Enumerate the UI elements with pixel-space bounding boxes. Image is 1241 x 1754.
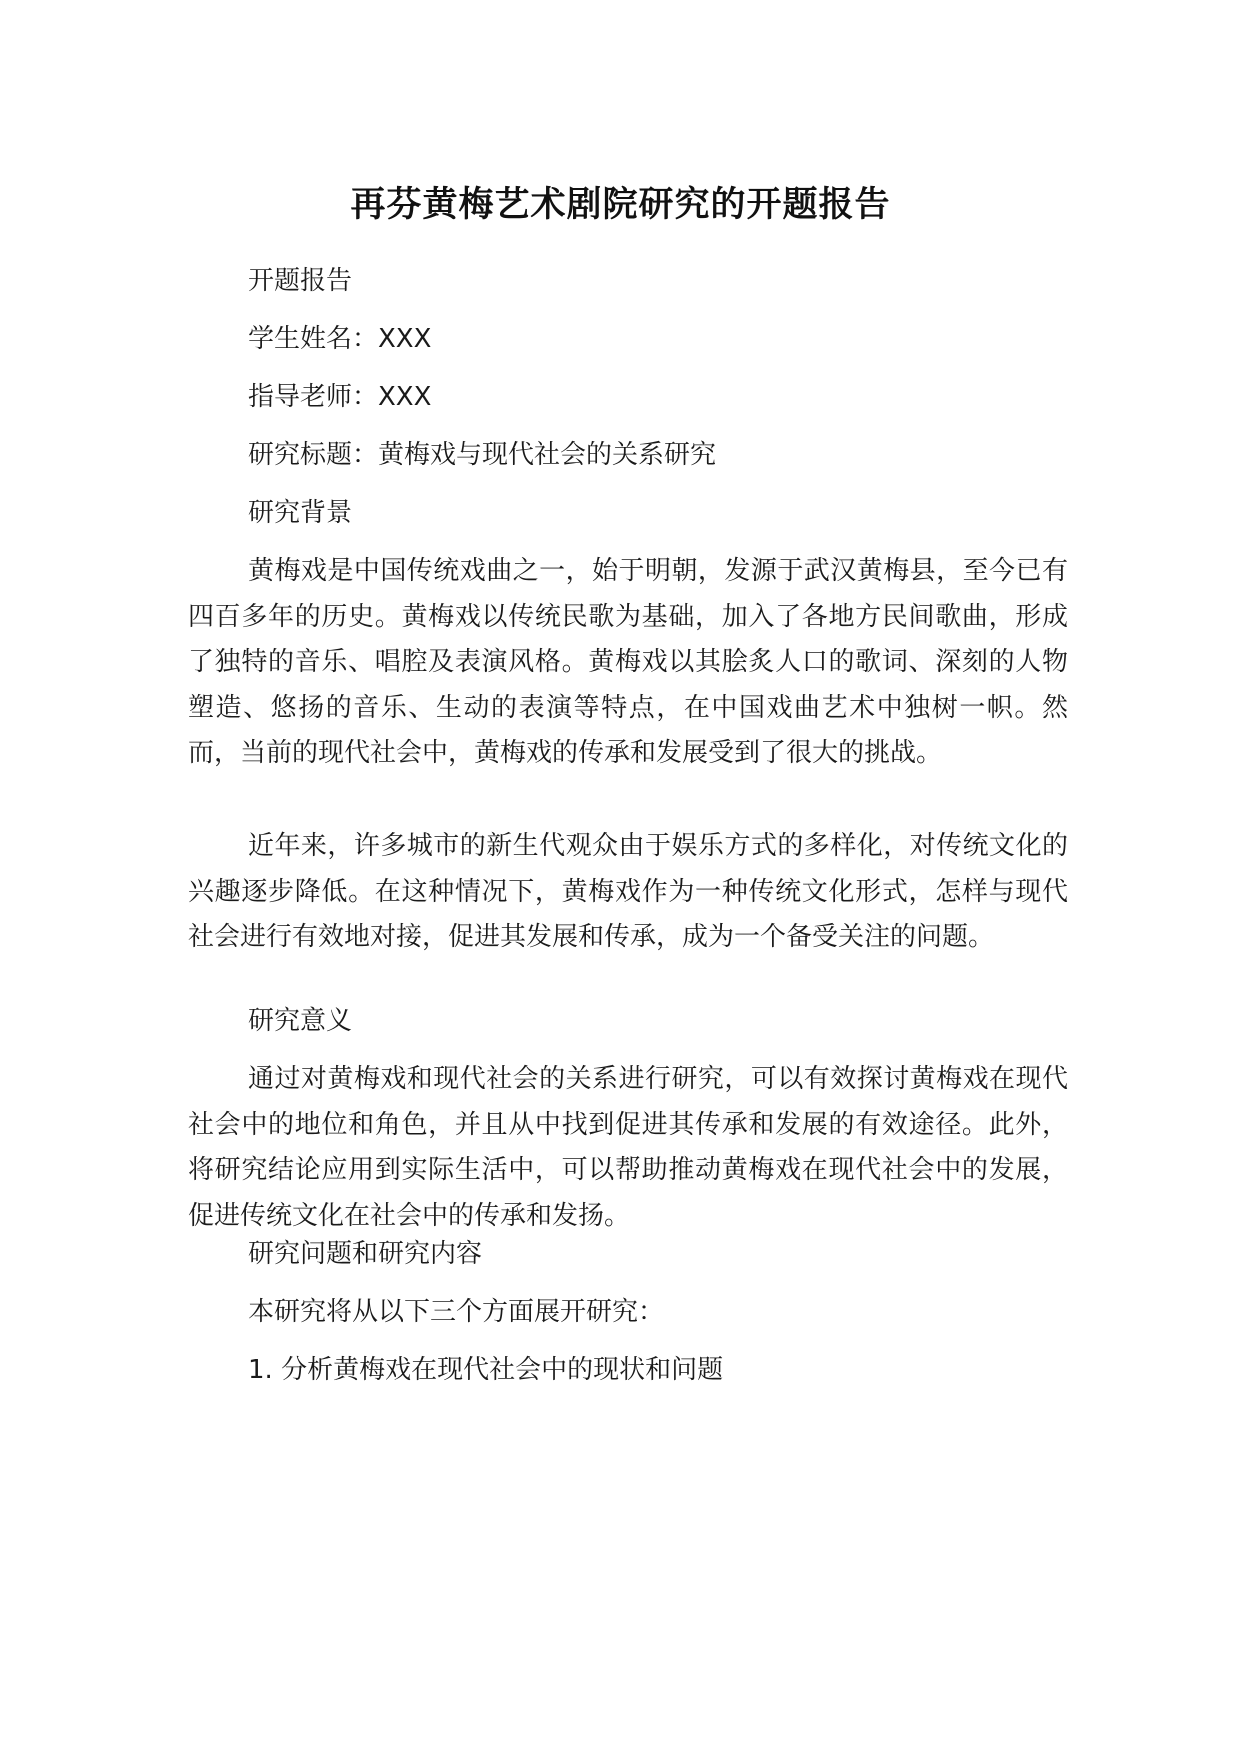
research-title: 研究标题：黄梅戏与现代社会的关系研究 — [248, 440, 717, 470]
questions-intro: 本研究将从以下三个方面展开研究： — [248, 1297, 665, 1327]
document-title: 再芬黄梅艺术剧院研究的开题报告 — [350, 185, 891, 225]
student-name: 学生姓名：XXX — [248, 324, 432, 354]
list-item-1: 1. 分析黄梅戏在现代社会中的现状和问题 — [248, 1355, 724, 1385]
background-paragraph-2: 近年来，许多城市的新生代观众由于娱乐方式的多样化，对传统文化的兴趣逐步降低。在这种情况下，黄梅戏作为一种传统文化形式，怎样与现代社会进行有效地对接，促进其发展和传承，成为一个备受关注的问题。 — [188, 831, 1068, 952]
advisor-name: 指导老师：XXX — [248, 382, 432, 412]
section-heading-significance: 研究意义 — [248, 1006, 353, 1036]
significance-paragraph: 通过对黄梅戏和现代社会的关系进行研究，可以有效探讨黄梅戏在现代社会中的地位和角色，并且从中找到促进其传承和发展的有效途径。此外，将研究结论应用到实际生活中，可以帮助推动黄梅戏在现代社会中的发展，促进传统文化在社会中的传承和发扬。 — [188, 1064, 1068, 1231]
section-heading-background: 研究背景 — [248, 498, 353, 528]
background-paragraph-1: 黄梅戏是中国传统戏曲之一，始于明朝，发源于武汉黄梅县，至今已有四百多年的历史。黄梅戏以传统民歌为基础，加入了各地方民间歌曲，形成了独特的音乐、唱腔及表演风格。黄梅戏以其脍炙人口的歌词、深刻的人物塑造、悠扬的音乐、生动的表演等特点，在中国戏曲艺术中独树一帜。然而，当前的现代社会中，黄梅戏的传承和发展受到了很大的挑战。 — [188, 556, 1068, 768]
section-heading-questions: 研究问题和研究内容 — [248, 1239, 483, 1269]
heading-report: 开题报告 — [248, 266, 353, 296]
